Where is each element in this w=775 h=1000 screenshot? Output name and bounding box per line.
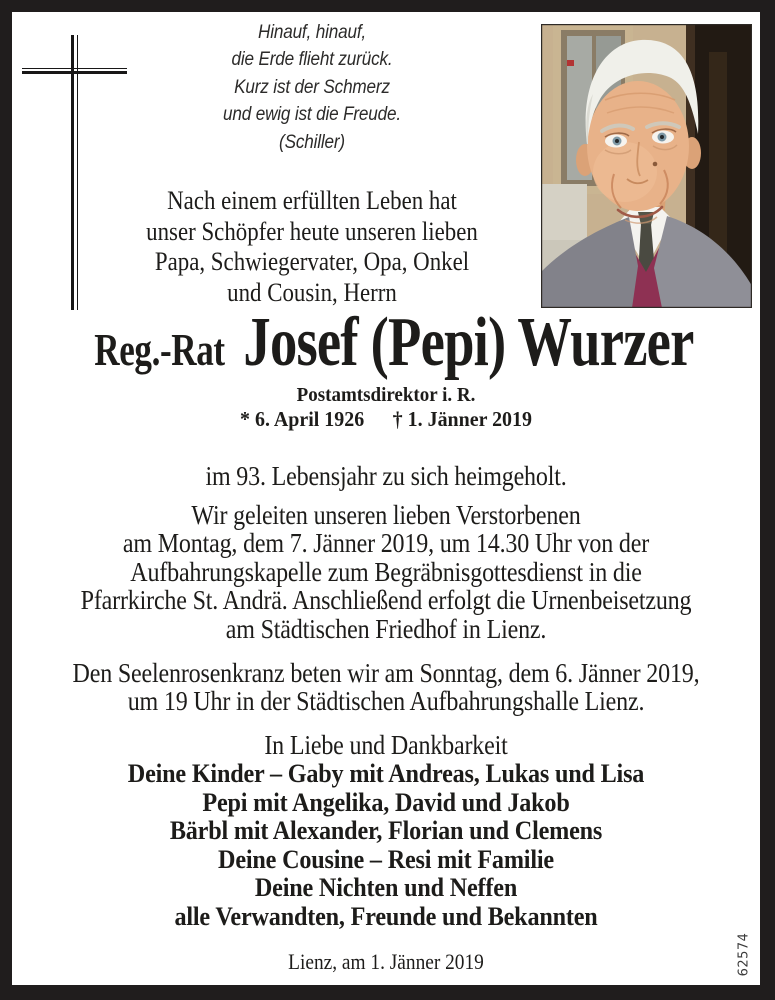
funeral-line: Pfarrkirche St. Andrä. Anschließend erfolgt die Urnenbeisetzung <box>80 585 692 616</box>
mourner-line: alle Verwandten, Freunde und Bekannten <box>174 901 598 931</box>
deceased-title: Reg.-Rat <box>94 325 225 375</box>
obituary-sheet <box>12 12 760 985</box>
place-date: Lienz, am 1. Jänner 2019 <box>288 949 484 974</box>
quote-line: Hinauf, hinauf, <box>257 21 367 43</box>
rosary-line: um 19 Uhr in der Städtischen Aufbahrungshalle Lienz. <box>127 686 645 717</box>
intro-line: unser Schöpfer heute unseren lieben <box>146 216 478 246</box>
intro-line: Nach einem erfüllten Leben hat <box>167 186 457 215</box>
quote-line: die Erde flieht zurück. <box>231 48 393 71</box>
deceased-name-line <box>12 304 760 396</box>
age-line: im 93. Lebensjahr zu sich heimgeholt. <box>205 461 567 491</box>
rosary-announcement <box>53 659 719 716</box>
mourner-line: Deine Nichten und Neffen <box>254 873 518 903</box>
funeral-line: am Städtischen Friedhof in Lienz. <box>225 613 547 644</box>
intro-line: und Cousin, Herrn <box>227 277 397 307</box>
quote-attribution: (Schiller) <box>279 130 345 153</box>
deceased-profession: Postamtsdirektor i. R. <box>296 384 476 406</box>
order-number: 62574 <box>736 932 752 977</box>
gratitude-line: In Liebe und Dankbarkeit <box>264 730 508 760</box>
funeral-line: Aufbahrungskapelle zum Begräbnisgottesdienst in die <box>130 556 642 587</box>
mourner-line: Bärbl mit Alexander, Florian und Clemens <box>169 816 603 846</box>
funeral-announcement <box>53 501 719 643</box>
mourners-list <box>38 760 734 932</box>
rosary-line: Den Seelenrosenkranz beten wir am Sonntag, dem 6. Jänner 2019, <box>72 658 700 688</box>
quote-line: Kurz ist der Schmerz <box>234 75 390 98</box>
portrait-photo <box>541 24 752 308</box>
mourner-line: Pepi mit Angelika, David und Jakob <box>202 787 570 817</box>
deceased-name: Josef (Pepi) Wurzer <box>243 304 694 381</box>
funeral-line: am Montag, dem 7. Jänner 2019, um 14.30 Uhr von der <box>122 528 650 559</box>
birth-date: * 6. April 1926 <box>240 407 365 431</box>
death-date: † 1. Jänner 2019 <box>392 407 532 431</box>
intro-text <box>92 186 532 308</box>
life-dates <box>31 407 742 431</box>
mourner-line: Deine Cousine – Resi mit Familie <box>218 844 554 874</box>
intro-line: Papa, Schwiegervater, Opa, Onkel <box>154 247 470 277</box>
quote-line: und ewig ist die Freude. <box>223 103 401 126</box>
memorial-quote <box>92 19 532 156</box>
funeral-line: Wir geleiten unseren lieben Verstorbenen <box>191 500 581 530</box>
mourner-line: Deine Kinder – Gaby mit Andreas, Lukas und Lisa <box>127 759 645 788</box>
